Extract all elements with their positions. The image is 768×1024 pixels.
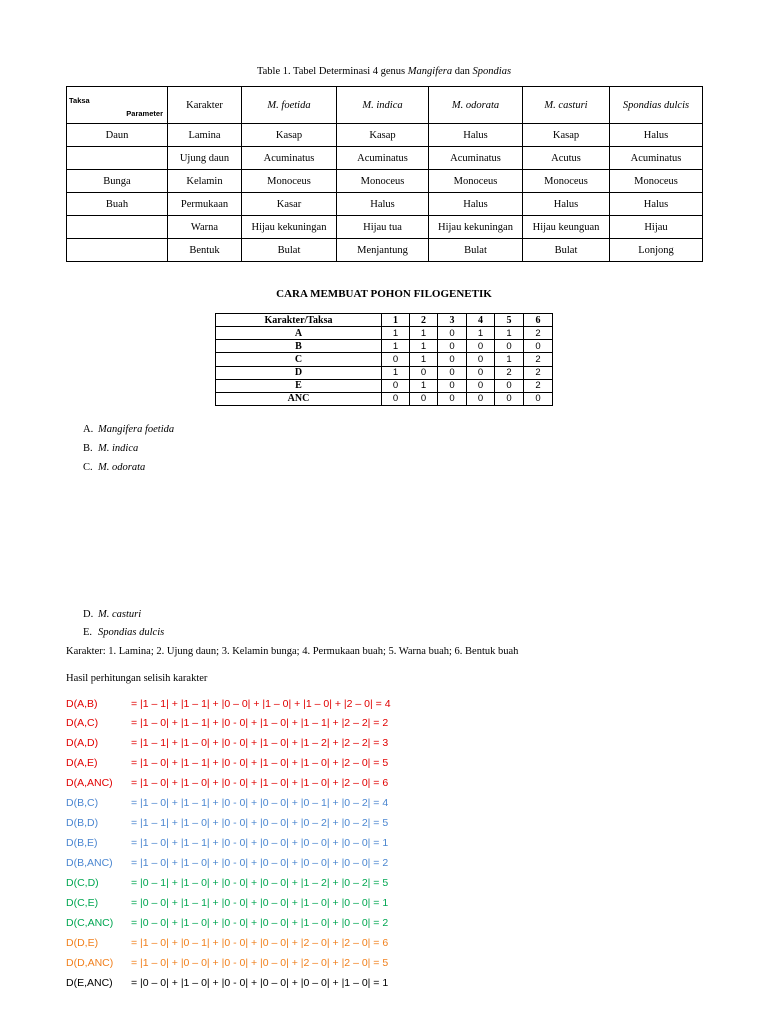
hasil-title: Hasil perhitungan selisih karakter [66,673,208,684]
distance-expression: = |1 – 0| + |0 – 1| + |0 - 0| + |0 – 0| + |2 – 0| + |2 – 0| = 6 [131,937,389,949]
distance-expression: = |1 – 0| + |1 – 1| + |0 - 0| + |0 – 0| + |0 – 1| + |0 – 2| = 4 [131,797,389,809]
distance-expression: = |1 – 1| + |1 – 0| + |0 - 0| + |1 – 0| + |1 – 2| + |2 – 2| = 3 [131,737,389,749]
distance-expression: = |1 – 1| + |1 – 1| + |0 – 0| + |1 – 0| + |1 – 0| + |2 – 0| = 4 [131,698,391,710]
value-cell: Lonjong [610,239,703,262]
matrix-row [216,353,553,366]
matrix-value-cell: 0 [495,340,524,353]
value-cell: Menjantung [337,239,429,262]
value-cell: Acutus [523,147,610,170]
karakter-cell: Ujung daun [168,147,242,170]
matrix-row [216,366,553,379]
distance-pair: D(A,E) [66,757,98,769]
table-row [67,170,703,193]
matrix-column-header: 1 [382,314,410,327]
table-row [67,147,703,170]
taxa-name: M. indica [98,443,139,454]
taxa-name: Mangifera foetida [98,424,175,435]
parameter-cell: Buah [67,193,168,216]
value-cell: Acuminatus [429,147,523,170]
value-cell: Bulat [523,239,610,262]
value-cell: Bulat [429,239,523,262]
distance-pair: D(B,D) [66,817,99,829]
karakter-cell: Warna [168,216,242,239]
karakter-cell: Lamina [168,124,242,147]
distance-expression: = |1 – 1| + |1 – 0| + |0 - 0| + |0 – 0| + |0 – 2| + |0 – 2| = 5 [131,817,389,829]
parameter-cell [67,239,168,262]
matrix-value-cell: 2 [524,353,553,366]
taxa-letter: C. [83,462,93,473]
value-cell: Bulat [242,239,337,262]
matrix-value-cell: 1 [382,340,410,353]
matrix-value-cell: 2 [524,327,553,340]
matrix-header-label: Karakter/Taksa [216,314,382,327]
value-cell: Hijau kekuningan [242,216,337,239]
distance-pair: D(D,ANC) [66,957,114,969]
value-cell: Hijau tua [337,216,429,239]
distance-pair: D(C,ANC) [66,917,114,929]
value-cell: Kasar [242,193,337,216]
matrix-value-cell: 0 [524,392,553,405]
value-cell: Halus [610,193,703,216]
matrix-taksa-cell: A [216,327,382,340]
matrix-value-cell: 0 [410,392,438,405]
taxa-list-item [83,462,145,473]
matrix-value-cell: 2 [495,366,524,379]
caption-genus-mangifera: Mangifera [407,66,453,77]
matrix-value-cell: 1 [495,353,524,366]
header-species: M. odorata [429,87,523,124]
matrix-column-header: 6 [524,314,553,327]
matrix-value-cell: 0 [467,340,495,353]
taxa-letter: D. [83,609,94,620]
table-row [67,124,703,147]
matrix-row [216,379,553,392]
matrix-value-cell: 0 [382,379,410,392]
table-row [67,193,703,216]
matrix-row [216,340,553,353]
distance-pair: D(E,ANC) [66,977,113,989]
matrix-value-cell: 0 [382,353,410,366]
matrix-header-row [216,314,553,327]
distance-pair: D(C,D) [66,877,99,889]
matrix-value-cell: 0 [438,366,467,379]
matrix-value-cell: 1 [495,327,524,340]
distance-pair: D(B,E) [66,837,98,849]
matrix-row [216,392,553,405]
value-cell: Kasap [523,124,610,147]
distance-pair: D(B,ANC) [66,857,113,869]
matrix-taksa-cell: C [216,353,382,366]
matrix-value-cell: 1 [382,327,410,340]
matrix-taksa-cell: ANC [216,392,382,405]
matrix-value-cell: 0 [438,392,467,405]
distance-expression: = |1 – 0| + |1 – 1| + |0 - 0| + |1 – 0| + |1 – 0| + |2 – 0| = 5 [131,757,389,769]
section-title: CARA MEMBUAT POHON FILOGENETIK [276,288,492,300]
matrix-column-header: 4 [467,314,495,327]
matrix-value-cell: 1 [410,379,438,392]
taxa-name: Spondias dulcis [98,627,165,638]
value-cell: Kasap [337,124,429,147]
taxa-list-item [83,627,164,638]
distance-pair: D(A,B) [66,698,98,710]
header-karakter: Karakter [168,87,242,124]
matrix-value-cell: 0 [524,340,553,353]
matrix-taksa-cell: B [216,340,382,353]
matrix-value-cell: 1 [467,327,495,340]
parameter-cell: Bunga [67,170,168,193]
value-cell: Monoceus [429,170,523,193]
header-parameter-label: Parameter [126,109,163,118]
karakter-cell: Kelamin [168,170,242,193]
value-cell: Acuminatus [242,147,337,170]
matrix-value-cell: 0 [438,353,467,366]
value-cell: Kasap [242,124,337,147]
matrix-value-cell: 0 [495,392,524,405]
matrix-value-cell: 0 [467,392,495,405]
header-corner-cell [67,87,168,124]
caption-mid: dan [452,66,473,77]
distance-expression: = |0 – 0| + |1 – 1| + |0 - 0| + |0 – 0| + |1 – 0| + |0 – 0| = 1 [131,897,389,909]
distance-pair: D(B,C) [66,797,99,809]
value-cell: Hijau keunguan [523,216,610,239]
matrix-value-cell: 1 [410,327,438,340]
header-species: M. indica [337,87,429,124]
matrix-column-header: 2 [410,314,438,327]
value-cell: Monoceus [610,170,703,193]
distance-pair: D(A,ANC) [66,777,113,789]
matrix-value-cell: 0 [438,327,467,340]
value-cell: Halus [523,193,610,216]
parameter-cell [67,216,168,239]
matrix-value-cell: 0 [438,379,467,392]
distance-pair: D(D,E) [66,937,99,949]
taxa-list-item [83,443,138,454]
matrix-value-cell: 0 [467,366,495,379]
karakter-cell: Permukaan [168,193,242,216]
taxa-letter: A. [83,424,94,435]
distance-expression: = |0 – 1| + |1 – 0| + |0 - 0| + |0 – 0| + |1 – 2| + |0 – 2| = 5 [131,877,389,889]
matrix-taksa-cell: E [216,379,382,392]
matrix-value-cell: 1 [410,340,438,353]
karakter-note: Karakter: 1. Lamina; 2. Ujung daun; 3. Kelamin bunga; 4. Permukaan buah; 5. Warna buah; 6. Bentuk buah [66,646,519,657]
table-row [67,216,703,239]
matrix-value-cell: 0 [410,366,438,379]
value-cell: Hijau [610,216,703,239]
taxa-letter: B. [83,443,93,454]
distance-expression: = |0 – 0| + |1 – 0| + |0 - 0| + |0 – 0| + |0 – 0| + |1 – 0| = 1 [131,977,389,989]
value-cell: Hijau kekuningan [429,216,523,239]
character-matrix-table [215,313,553,406]
matrix-value-cell: 0 [467,353,495,366]
taxa-name: M. odorata [98,462,146,473]
value-cell: Halus [429,124,523,147]
distance-pair: D(C,E) [66,897,99,909]
matrix-value-cell: 1 [382,366,410,379]
distance-pair: D(A,C) [66,717,99,729]
header-species: M. casturi [523,87,610,124]
value-cell: Halus [610,124,703,147]
caption-prefix: Table 1. Tabel Determinasi 4 genus [256,66,408,77]
table-row [67,239,703,262]
header-species: M. foetida [242,87,337,124]
value-cell: Halus [337,193,429,216]
distance-expression: = |1 – 0| + |1 – 1| + |0 - 0| + |0 – 0| + |0 – 0| + |0 – 0| = 1 [131,837,389,849]
distance-expression: = |1 – 0| + |1 – 0| + |0 - 0| + |1 – 0| + |1 – 0| + |2 – 0| = 6 [131,777,389,789]
taxa-list-item [83,424,174,435]
karakter-cell: Bentuk [168,239,242,262]
parameter-cell: Daun [67,124,168,147]
value-cell: Monoceus [523,170,610,193]
value-cell: Acuminatus [610,147,703,170]
header-taksa-label: Taksa [69,96,90,105]
matrix-value-cell: 0 [495,379,524,392]
matrix-column-header: 3 [438,314,467,327]
value-cell: Halus [429,193,523,216]
matrix-value-cell: 0 [467,379,495,392]
caption-genus-spondias: Spondias [472,66,512,77]
parameter-cell [67,147,168,170]
matrix-value-cell: 2 [524,379,553,392]
distance-expression: = |0 – 0| + |1 – 0| + |0 - 0| + |0 – 0| + |1 – 0| + |0 – 0| = 2 [131,917,389,929]
distance-expression: = |1 – 0| + |0 – 0| + |0 - 0| + |0 – 0| + |2 – 0| + |2 – 0| = 5 [131,957,389,969]
matrix-value-cell: 2 [524,366,553,379]
distance-expression: = |1 – 0| + |1 – 0| + |0 - 0| + |0 – 0| + |0 – 0| + |0 – 0| = 2 [131,857,389,869]
value-cell: Acuminatus [337,147,429,170]
matrix-value-cell: 1 [410,353,438,366]
distance-expression: = |1 – 0| + |1 – 1| + |0 - 0| + |1 – 0| + |1 – 1| + |2 – 2| = 2 [131,717,389,729]
table1-caption [0,66,768,77]
value-cell: Monoceus [337,170,429,193]
matrix-column-header: 5 [495,314,524,327]
matrix-value-cell: 0 [438,340,467,353]
taxa-name: M. casturi [98,609,142,620]
table-header-row [67,87,703,124]
matrix-taksa-cell: D [216,366,382,379]
header-species: Spondias dulcis [610,87,703,124]
distance-pair: D(A,D) [66,737,99,749]
taxa-letter: E. [83,627,93,638]
matrix-row [216,327,553,340]
determination-table [66,86,703,262]
matrix-value-cell: 0 [382,392,410,405]
taxa-list-item [83,609,141,620]
value-cell: Monoceus [242,170,337,193]
